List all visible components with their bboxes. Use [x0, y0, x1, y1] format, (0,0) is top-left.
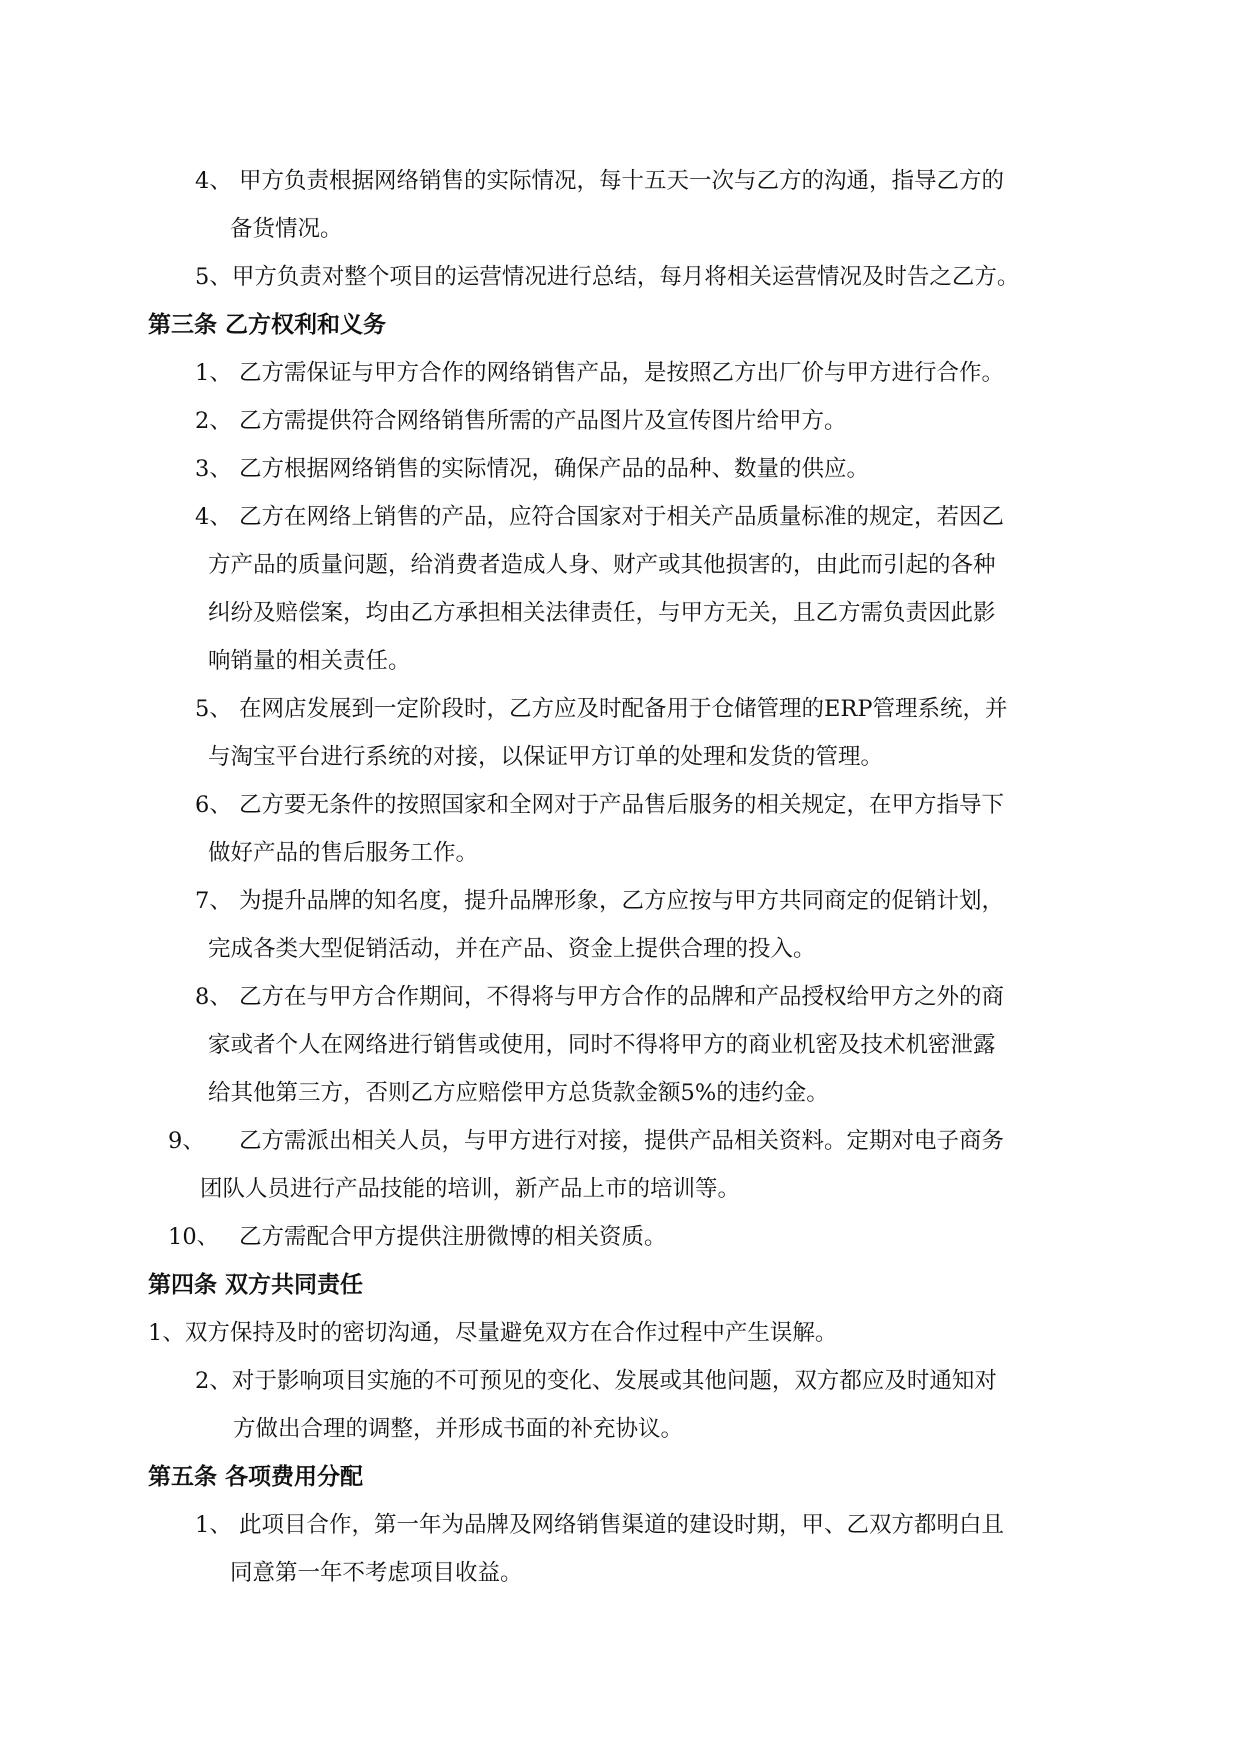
item-num: 8、 [195, 984, 232, 1010]
item-text: 纠纷及赔偿案，均由乙方承担相关法律责任，与甲方无关，且乙方需负责因此影 [208, 600, 996, 626]
item-text: 备货情况。 [230, 216, 343, 242]
item-text: 此项目合作，第一年为品牌及网络销售渠道的建设时期，甲、乙双方都明白且 [239, 1512, 1005, 1538]
item-text: 乙方需提供符合网络销售所需的产品图片及宣传图片给甲方。 [239, 408, 847, 434]
item-text: 家或者个人在网络进行销售或使用，同时不得将甲方的商业机密及技术机密泄露 [208, 1032, 996, 1058]
item-text: 方产品的质量问题，给消费者造成人身、财产或其他损害的，由此而引起的各种 [208, 552, 996, 578]
item-text: 方做出合理的调整，并形成书面的补充协议。 [233, 1416, 684, 1442]
item-text: 同意第一年不考虑项目收益。 [230, 1560, 523, 1586]
item-num: 5、 [195, 696, 232, 722]
item-num: 1、 [195, 360, 232, 386]
item-text: 为提升品牌的知名度，提升品牌形象，乙方应按与甲方共同商定的促销计划， [239, 888, 1005, 914]
item-num: 2、 [195, 408, 232, 434]
item-text: 在网店发展到一定阶段时，乙方应及时配备用于仓储管理的ERP管理系统，并 [239, 696, 1008, 722]
section-heading: 第五条 各项费用分配 [148, 1464, 364, 1490]
item-text: 乙方需派出相关人员，与甲方进行对接，提供产品相关资料。定期对电子商务 [239, 1128, 1005, 1154]
item-num: 9、 [168, 1128, 205, 1154]
item-text: 5、甲方负责对整个项目的运营情况进行总结，每月将相关运营情况及时告之乙方。 [195, 264, 1020, 290]
section-heading: 第四条 双方共同责任 [148, 1272, 364, 1298]
item-text: 乙方需配合甲方提供注册微博的相关资质。 [239, 1224, 667, 1250]
item-num: 10、 [168, 1224, 220, 1250]
item-text: 乙方在网络上销售的产品，应符合国家对于相关产品质量标准的规定，若因乙 [239, 504, 1005, 530]
item-text: 乙方根据网络销售的实际情况，确保产品的品种、数量的供应。 [239, 456, 870, 482]
item-num: 7、 [195, 888, 232, 914]
item-num: 1、 [195, 1512, 232, 1538]
section-heading: 第三条 乙方权利和义务 [148, 312, 387, 338]
item-text: 乙方需保证与甲方合作的网络销售产品，是按照乙方出厂价与甲方进行合作。 [239, 360, 1005, 386]
item-num: 4、 [195, 504, 232, 530]
item-text: 乙方在与甲方合作期间，不得将与甲方合作的品牌和产品授权给甲方之外的商 [239, 984, 1005, 1010]
item-text: 乙方要无条件的按照国家和全网对于产品售后服务的相关规定，在甲方指导下 [239, 792, 1005, 818]
item-num: 6、 [195, 792, 232, 818]
item-text: 响销量的相关责任。 [208, 648, 411, 674]
item-num: 4、 [195, 168, 232, 194]
item-text: 完成各类大型促销活动，并在产品、资金上提供合理的投入。 [208, 936, 816, 962]
item-text: 甲方负责根据网络销售的实际情况，每十五天一次与乙方的沟通，指导乙方的 [239, 168, 1005, 194]
item-text: 做好产品的售后服务工作。 [208, 840, 479, 866]
item-text: 2、对于影响项目实施的不可预见的变化、发展或其他问题，双方都应及时通知对 [195, 1368, 997, 1394]
item-text: 给其他第三方，否则乙方应赔偿甲方总货款金额5%的违约金。 [208, 1080, 829, 1106]
item-text: 1、双方保持及时的密切沟通，尽量避免双方在合作过程中产生误解。 [148, 1320, 838, 1346]
item-num: 3、 [195, 456, 232, 482]
item-text: 与淘宝平台进行系统的对接，以保证甲方订单的处理和发货的管理。 [208, 744, 884, 770]
item-text: 团队人员进行产品技能的培训，新产品上市的培训等。 [200, 1176, 741, 1202]
